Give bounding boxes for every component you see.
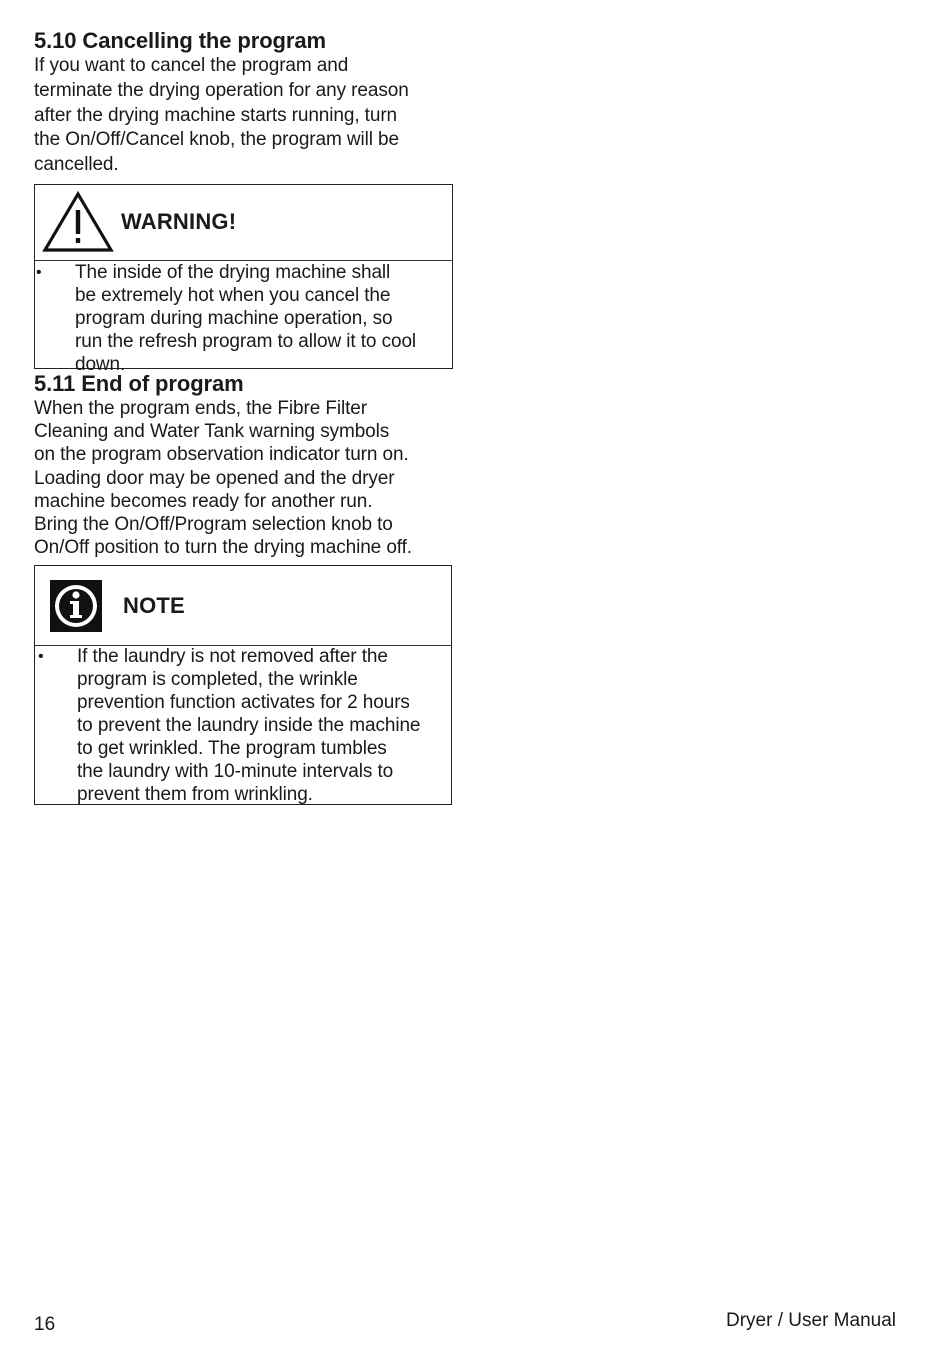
paragraph-line: terminate the drying operation for any reason <box>34 79 409 101</box>
paragraph-line: cancelled. <box>34 154 119 176</box>
paragraph-line: machine becomes ready for another run. <box>34 490 373 512</box>
content-column <box>34 28 454 805</box>
warning-triangle-icon <box>41 190 115 254</box>
section-paragraph <box>34 54 454 178</box>
list-line: prevent them from wrinkling. <box>77 784 313 806</box>
section-paragraph <box>34 397 454 559</box>
section-heading: 5.10 Cancelling the program <box>34 28 326 53</box>
note-header <box>35 566 451 646</box>
list-line: program is completed, the wrinkle <box>77 669 358 691</box>
paragraph-line: If you want to cancel the program and <box>34 55 349 76</box>
section-heading: 5.11 End of program <box>34 370 244 396</box>
paragraph-line: When the program ends, the Fibre Filter <box>34 397 367 419</box>
list-line: If the laundry is not removed after the <box>77 646 388 668</box>
section-cancelling-program <box>34 28 454 178</box>
paragraph-line: on the program observation indicator turn on. <box>34 444 409 466</box>
list-line: to get wrinkled. The program tumbles <box>77 738 387 760</box>
list-item <box>35 645 451 806</box>
section-end-of-program <box>34 371 454 559</box>
warning-list <box>35 261 452 376</box>
list-line: down. <box>75 353 126 375</box>
list-line: prevention function activates for 2 hours <box>77 692 410 714</box>
page-number: 16 <box>34 1314 56 1335</box>
list-line: run the refresh program to allow it to cool <box>75 330 417 352</box>
paragraph-line: On/Off position to turn the drying machine off. <box>34 537 412 559</box>
info-icon <box>50 580 102 632</box>
list-line: program during machine operation, so <box>75 307 393 329</box>
note-box <box>34 565 452 805</box>
paragraph-line: the On/Off/Cancel knob, the program will be <box>34 129 399 151</box>
warning-header <box>35 185 452 261</box>
note-title: NOTE <box>123 592 185 618</box>
bullet: • <box>36 263 42 281</box>
warning-box <box>34 184 453 375</box>
paragraph-line: Bring the On/Off/Program selection knob to <box>34 514 393 535</box>
list-line: the laundry with 10-minute intervals to <box>77 761 394 783</box>
list-line: The inside of the drying machine shall <box>75 261 391 283</box>
paragraph-line: after the drying machine starts running, turn <box>34 104 398 126</box>
bullet: • <box>38 648 44 666</box>
list-line: to prevent the laundry inside the machine <box>77 715 421 737</box>
list-item <box>35 261 452 376</box>
paragraph-line: Cleaning and Water Tank warning symbols <box>34 421 390 443</box>
list-line: be extremely hot when you cancel the <box>75 284 391 306</box>
note-list <box>35 645 451 806</box>
paragraph-line: Loading door may be opened and the dryer <box>34 467 395 489</box>
warning-title: WARNING! <box>121 209 237 235</box>
footer-title: Dryer / User Manual <box>726 1310 896 1331</box>
